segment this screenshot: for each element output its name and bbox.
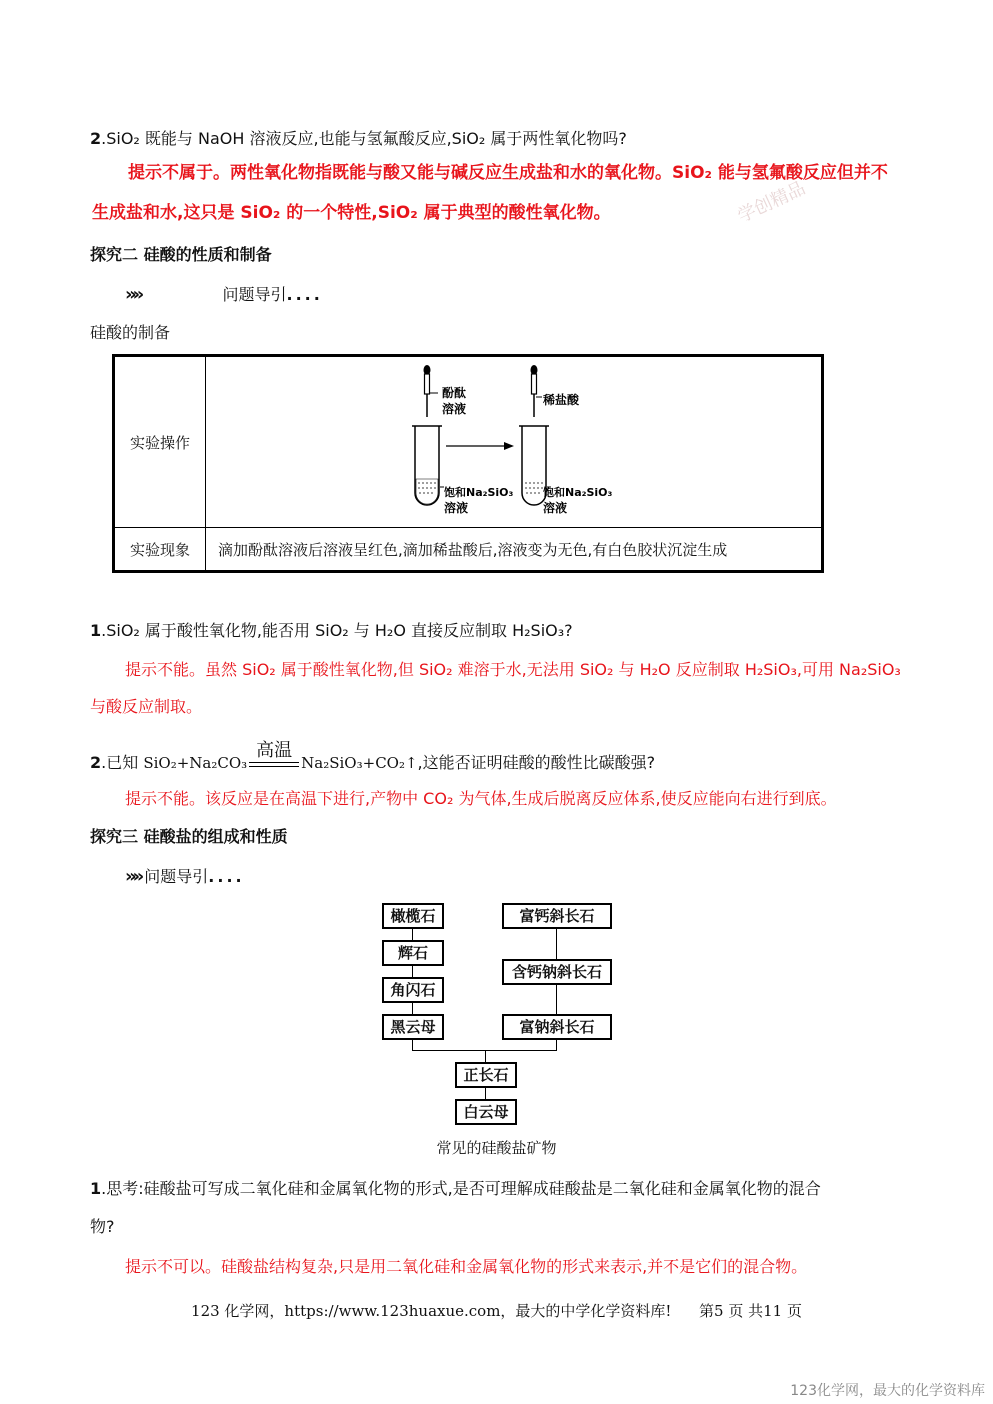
connector (412, 966, 413, 977)
connector (556, 929, 557, 959)
question-1-sio2-h2o (90, 620, 573, 642)
question-2-reaction (90, 736, 655, 776)
guide-label: 问题导引 (222, 285, 287, 304)
experiment-table (112, 354, 824, 573)
phenomenon-label: 实验现象 (114, 528, 206, 572)
question-1-think (90, 1178, 821, 1200)
diagram-caption: 常见的硅酸盐矿物 (436, 1139, 557, 1157)
double-chevron-icon: » (125, 866, 133, 887)
question-number: 2 (90, 753, 102, 772)
tube1-solution-l2: 溶液 (444, 501, 469, 515)
mineral-olivine: 橄榄石 (382, 903, 444, 929)
footer-text: 123 化学网，https://www.123huaxue.com，最大的中学化学资料库! (191, 1302, 672, 1320)
phenomenon-value: 滴加酚酞溶液后溶液呈红色,滴加稀盐酸后,溶液变为无色,有白色胶状沉淀生成 (206, 528, 823, 572)
operation-label: 实验操作 (114, 356, 206, 528)
right-arrow-icon (446, 442, 514, 450)
dropper-1-icon (424, 365, 439, 417)
question-text-line-1: .思考:硅酸盐可写成二氧化硅和金属氧化物的形式,是否可理解成硅酸盐是二氧化硅和金属氧化物的混合 (101, 1179, 821, 1198)
hint-line-2: 生成盐和水,这只是 SiO₂ 的一个特性,SiO₂ 属于典型的酸性氧化物。 (92, 203, 611, 223)
double-chevron-icon-2: » (132, 866, 141, 887)
question-2-sio2 (90, 128, 627, 150)
question-number: 2 (90, 129, 102, 148)
guide-label: 问题导引 (144, 867, 209, 886)
mineral-calcic-plagioclase: 富钙斜长石 (502, 903, 612, 929)
section-2-title: 探究二 硅酸的性质和制备 (90, 245, 272, 264)
page-number: 第5 页 共11 页 (699, 1302, 802, 1320)
question-number: 1 (90, 621, 102, 640)
hint-think: 提示不可以。硅酸盐结构复杂,只是用二氧化硅和金属氧化物的形式来表示,并不是它们的混合物。 (125, 1257, 808, 1276)
connector (412, 1003, 413, 1014)
tube2-reagent: 稀盐酸 (543, 393, 580, 407)
question-text: .SiO₂ 既能与 NaOH 溶液反应,也能与氢氟酸反应,SiO₂ 属于两性氧化物吗? (101, 129, 627, 148)
mineral-sodic-plagioclase: 富钠斜长石 (502, 1014, 612, 1040)
tube2-solution-l2: 溶液 (543, 501, 568, 515)
question-text-line-2: 物? (90, 1217, 115, 1236)
operation-diagram-cell (206, 356, 823, 528)
equal-line-top (249, 762, 299, 763)
mineral-orthoclase: 正长石 (455, 1062, 517, 1088)
guide-dots: .... (208, 867, 245, 886)
faint-watermark: 学创精品 (734, 177, 809, 228)
products: Na₂SiO₃+CO₂↑ (301, 754, 418, 772)
tube2-solution-l1: 饱和Na₂SiO₃ (543, 486, 613, 499)
hint-line-1: 提示不属于。两性氧化物指既能与酸又能与碱反应生成盐和水的氧化物。SiO₂ 能与氢氟酸反应但并不 (128, 163, 888, 183)
table-row-operation (114, 356, 823, 528)
double-chevron-icon-2: » (132, 284, 141, 305)
tube1-reagent-l1: 酚酞 (442, 386, 467, 400)
connector (556, 985, 557, 1014)
mineral-biotite: 黑云母 (382, 1014, 444, 1040)
section-3-title: 探究三 硅酸盐的组成和性质 (90, 827, 288, 846)
test-tube-1-icon (412, 426, 444, 505)
double-chevron-icon: » (125, 284, 133, 305)
question-prefix: .已知 (101, 753, 144, 772)
hint-line-2: 与酸反应制取。 (90, 697, 203, 716)
section-2-subtitle: 硅酸的制备 (90, 323, 171, 342)
dropper-2-icon (531, 365, 543, 417)
connector (485, 1050, 486, 1062)
tube1-reagent-l2: 溶液 (442, 402, 467, 416)
hint-reaction: 提示不能。该反应是在高温下进行,产物中 CO₂ 为气体,生成后脱离反应体系,使反应能向右进行到底。 (125, 789, 837, 808)
hint-line-1: 提示不能。虽然 SiO₂ 属于酸性氧化物,但 SiO₂ 难溶于水,无法用 SiO₂ 与 H₂O 反应制取 H₂SiO₃,可用 Na₂SiO₃ (125, 660, 901, 679)
corner-watermark: 123化学网，最大的化学资料库 (790, 1383, 985, 1399)
connector (485, 1088, 486, 1099)
guide-row-3 (125, 866, 245, 888)
question-suffix: ,这能否证明硅酸的酸性比碳酸强? (417, 753, 656, 772)
connector (412, 929, 413, 940)
mineral-muscovite: 白云母 (455, 1099, 517, 1125)
reaction-condition (249, 736, 299, 774)
mineral-amphibole: 角闪石 (382, 977, 444, 1003)
page-footer (0, 1300, 993, 1321)
tube1-solution-l1: 饱和Na₂SiO₃ (444, 486, 514, 499)
condition-text: 高温 (256, 740, 293, 761)
guide-dots: .... (286, 285, 323, 304)
test-tube-diagram (206, 357, 821, 523)
guide-row-2 (125, 284, 323, 306)
mineral-calc-sodic-plagioclase: 含钙钠斜长石 (502, 959, 612, 985)
table-row-phenomenon (114, 528, 823, 572)
question-number: 1 (90, 1179, 102, 1198)
question-text: .SiO₂ 属于酸性氧化物,能否用 SiO₂ 与 H₂O 直接反应制取 H₂SiO₃? (101, 621, 573, 640)
reactants: SiO₂+Na₂CO₃ (143, 754, 248, 772)
mineral-pyroxene: 辉石 (382, 940, 444, 966)
equal-line-bottom (249, 766, 299, 767)
